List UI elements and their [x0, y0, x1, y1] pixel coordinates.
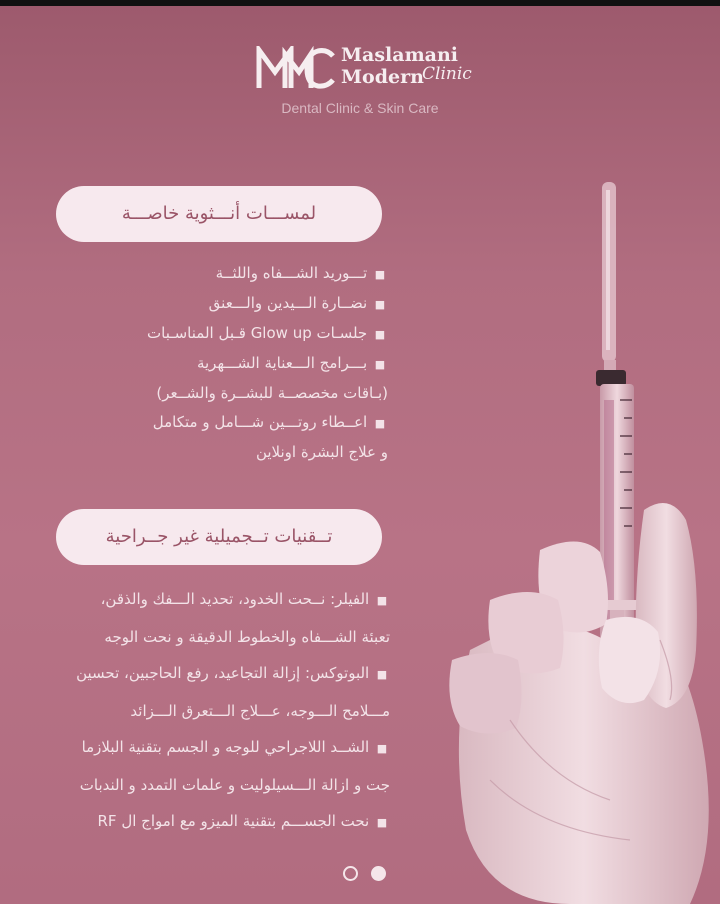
- bullet-icon: ■: [376, 816, 388, 829]
- bullet-icon: ■: [376, 742, 388, 755]
- brand-tagline: Dental Clinic & Skin Care: [281, 100, 439, 116]
- bullet-icon: ■: [374, 358, 386, 371]
- mmc-logo-icon: [255, 46, 337, 90]
- list-item: ■ الفيلر: نــحت الخدود، تحديد الـــفك والذقن،: [40, 581, 390, 619]
- list-item-continuation: و علاج البشرة اونلاين: [255, 443, 388, 461]
- list-item: ■ الشــد اللاجراحي للوجه و الجسم بتقنية البلازما: [40, 729, 390, 767]
- list-item: ■ نضــارة الـــيدين والـــعنق: [60, 290, 388, 318]
- brand-logo: [255, 42, 485, 92]
- feminine-touches-list: [60, 260, 388, 468]
- list-item: ■ نحت الجســـم بتقنية الميزو مع امواج ال RF: [40, 803, 390, 841]
- non-surgical-list: [40, 581, 390, 841]
- brand-name-line1: Maslamani: [341, 44, 459, 66]
- list-item-continuation: تعبئة الشـــفاه والخطوط الدقيقة و نحت الوجه: [104, 628, 390, 646]
- list-item: ■ البوتوكس: إزالة التجاعيد، رفع الحاجبين، تحسين: [40, 655, 390, 693]
- list-item: ■ اعــطاء روتـــين شـــامل و متكامل: [60, 409, 388, 437]
- list-item-continuation: جت و ازالة الـــسيلوليت و علمات التمدد و الندبات: [79, 776, 390, 794]
- list-item: ■ بـــرامج الـــعناية الشـــهرية: [60, 350, 388, 378]
- pagination-dot-2-active[interactable]: [371, 866, 386, 881]
- pagination-dot-1[interactable]: [343, 866, 358, 881]
- bullet-icon: ■: [376, 668, 388, 681]
- bullet-icon: ■: [376, 594, 388, 607]
- gloved-hand-syringe-illustration: [430, 180, 720, 904]
- bullet-icon: ■: [374, 298, 386, 311]
- list-item-continuation: مـــلامح الـــوجه، عـــلاج الـــتعرق الـــزائد: [130, 702, 390, 720]
- section-title-feminine-touches: لمســـات أنـــثوية خاصـــة: [56, 186, 382, 242]
- section-title-non-surgical: تــقنيات تــجميلية غير جــراحية: [56, 509, 382, 565]
- brand-name-line2: Modern: [341, 66, 424, 88]
- bullet-icon: ■: [374, 328, 386, 341]
- list-item: ■ جلسـات Glow up قـبل المناسـبات: [60, 320, 388, 348]
- bullet-icon: ■: [374, 268, 386, 281]
- list-item: ■ تـــوريد الشـــفاه واللثــة: [60, 260, 388, 288]
- brand-script: Clinic: [422, 64, 472, 84]
- bullet-icon: ■: [374, 417, 386, 430]
- list-item-continuation: (بـاقات مخصصــة للبشــرة والشــعر): [156, 384, 388, 402]
